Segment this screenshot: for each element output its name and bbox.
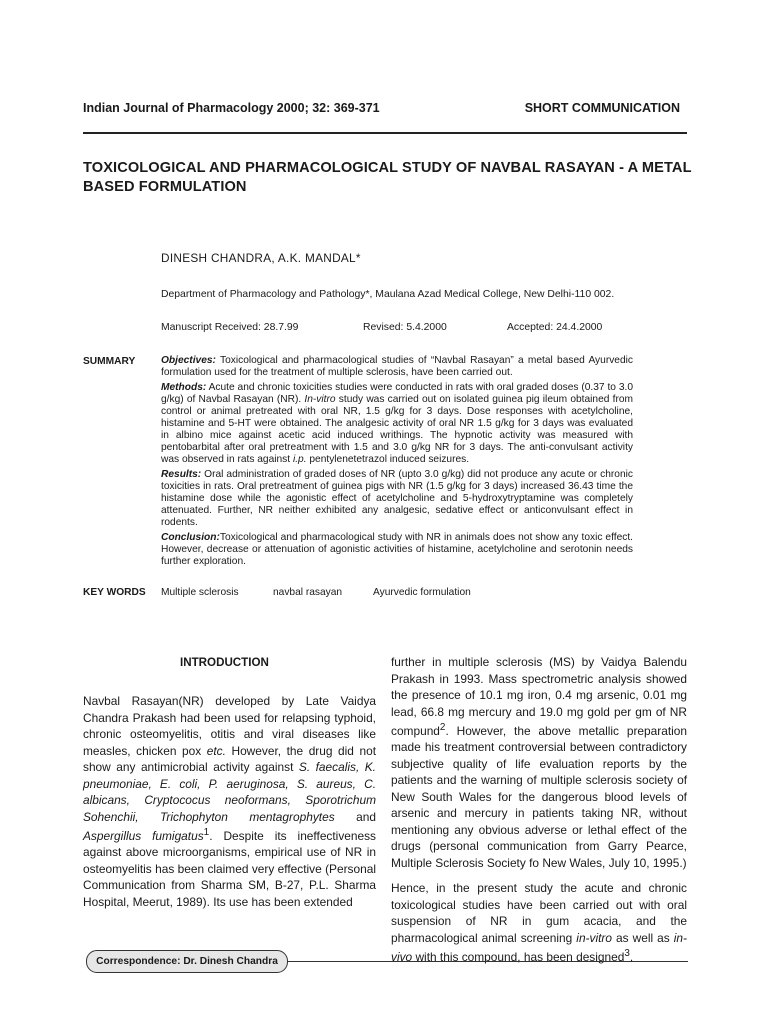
footer-rule	[288, 961, 688, 962]
methods-label: Methods:	[161, 381, 207, 393]
summary-block	[161, 355, 633, 571]
intro-paragraph-1-continued: further in multiple sclerosis (MS) by Vaidya Balendu Prakash in 1993. Mass spectrometric analysis showed the presence of 10.1 mg iron, 0.4 mg arsenic, 0.01 mg lead, 66.8 mg mercury and 19.0 mg gold per gm of NR compund	[391, 655, 687, 738]
intro-paragraph-1b: further in multiple sclerosis (MS) by Vaidya Balendu Prakash in 1993. Mass spectrometric analysis showed the presence of 10.1 mg iron, 0.4 mg arsenic, 0.01 mg lead, 66.8 mg mercury and 19.0 mg gold per gm of NR compund$^2$. However, the above metallic preparation made his treatment controversial between contradictory subjective quality of life evaluation reports by the patients and the warning of multiple sclerosis society of New South Wales for the dangerous blood levels of arsenic and mercury in patients taking NR, without mentioning any obvious adverse or lethal effect of the drugs (personal communication from Garry Pearce, Multiple Sclerosis Society fo New Wales, July 10, 1995.)	[391, 655, 687, 870]
intro-paragraph-2: Hence, in the present study the acute and chronic toxicological studies have been carried out with oral suspension of NR in gum acacia, and the pharmacological animal screening in-vitro as well as in-vivo with this compound, has been designed$^3$.	[391, 881, 687, 965]
summary-label: SUMMARY	[83, 356, 136, 367]
summary-conclusion: Conclusion:Toxicological and pharmacological study with NR in animals does not show any toxic effect. However, decrease or attenuation of agonistic activities of histamine, acetylcholine and serotonin needs further exploration.	[161, 532, 633, 568]
article-type: SHORT COMMUNICATION	[524, 101, 680, 115]
revised-date: Revised: 5.4.2000	[363, 322, 447, 333]
keyword: Ayurvedic formulation	[373, 587, 471, 598]
article-title: TOXICOLOGICAL AND PHARMACOLOGICAL STUDY OF NAVBAL RASAYAN - A METAL BASED FORMULATION	[83, 160, 692, 195]
intro-paragraph-1a: Navbal Rasayan(NR) developed by Late Vaidya Chandra Prakash had been used for relapsing typhoid, chronic osteomyelitis, otitis and viral diseases like measles, chicken pox etc. However, the drug did not show any antimicrobial activity against S. faecalis, K. pneumoniae, E. coli, P. aeruginosa, S. aureus, C. albicans, Cryptococus neoformans, Sporotrichum Sohenchii, Trichophyton mentagrophytes and Aspergillus fumigatus$^1$. Despite its ineffectiveness against above microorganisms, empirical use of NR in osteomyelitis has been claimed very effective (Personal Communication from Sharma SM, B-27, P.L. Sharma Hospital, Meerut, 1989). Its use has been extended	[83, 694, 377, 909]
keywords-label: KEY WORDS	[83, 587, 146, 598]
keyword: navbal rasayan	[273, 587, 343, 598]
summary-results: Results: Oral administration of graded doses of NR (upto 3.0 g/kg) did not produce any acute or chronic toxicities in rats. Oral pretreatment of guinea pigs with NR (1.5 g/kg for 3 days) increased 36.43 time the histamine dose while the agonistic effect of acetylcholine and 5-hydroxytryptamine was completely attenuated. Further, NR neither exhibited any analgesic, sedative effect or anticonvulsant effect in rodents.	[161, 469, 633, 529]
affiliation: Department of Pharmacology and Pathology*, Maulana Azad Medical College, New Delhi-110 002.	[161, 289, 615, 300]
objectives-label: Objectives:	[161, 355, 216, 366]
correspondence-badge: Correspondence: Dr. Dinesh Chandra	[86, 950, 288, 973]
section-heading-introduction: INTRODUCTION	[180, 656, 269, 669]
accepted-date: Accepted: 24.4.2000	[507, 322, 603, 333]
summary-methods: Methods: Acute and chronic toxicities studies were conducted in rats with oral graded doses (0.37 to 3.0 g/kg) of Navbal Rasayan (NR). In-vitro study was carried out on isolated guinea pig ileum obtained from control or animal pretreated with oral NR, 1.5 g/kg for 3 days. Dose responses with acetylcholine, histamine and 5-HT were obtained. The analgesic activity of oral NR 1.5 g/kg for 3 days was evaluated in albino mice against acetic acid induced writhings. The hypnotic activity was measured with pentobarbital after oral pretreatment with 1.5 and 3.0 g/kg NR for 3 days. The anti-convulsant activity was observed in rats against i.p. pentylenetetrazol induced seizures.	[161, 381, 634, 466]
received-date: Manuscript Received: 28.7.99	[161, 322, 299, 333]
reference-3: 3	[624, 948, 630, 960]
summary-objectives: Objectives: Toxicological and pharmacological studies of “Navbal Rasayan” a metal based Ayurvedic formulation used for the treatment of multiple sclerosis, have been carried out.	[161, 355, 633, 379]
authors: DINESH CHANDRA, A.K. MANDAL*	[161, 251, 361, 265]
keyword: Multiple sclerosis	[161, 587, 239, 598]
reference-1: 1	[203, 827, 210, 838]
journal-citation: Indian Journal of Pharmacology 2000; 32: 369-371	[83, 101, 380, 115]
conclusion-label: Conclusion:	[161, 532, 220, 544]
intro-column-right	[391, 654, 687, 966]
header-rule	[83, 132, 687, 134]
results-label: Results:	[161, 469, 202, 481]
reference-2: 2	[439, 722, 446, 733]
intro-column-left	[83, 693, 376, 910]
